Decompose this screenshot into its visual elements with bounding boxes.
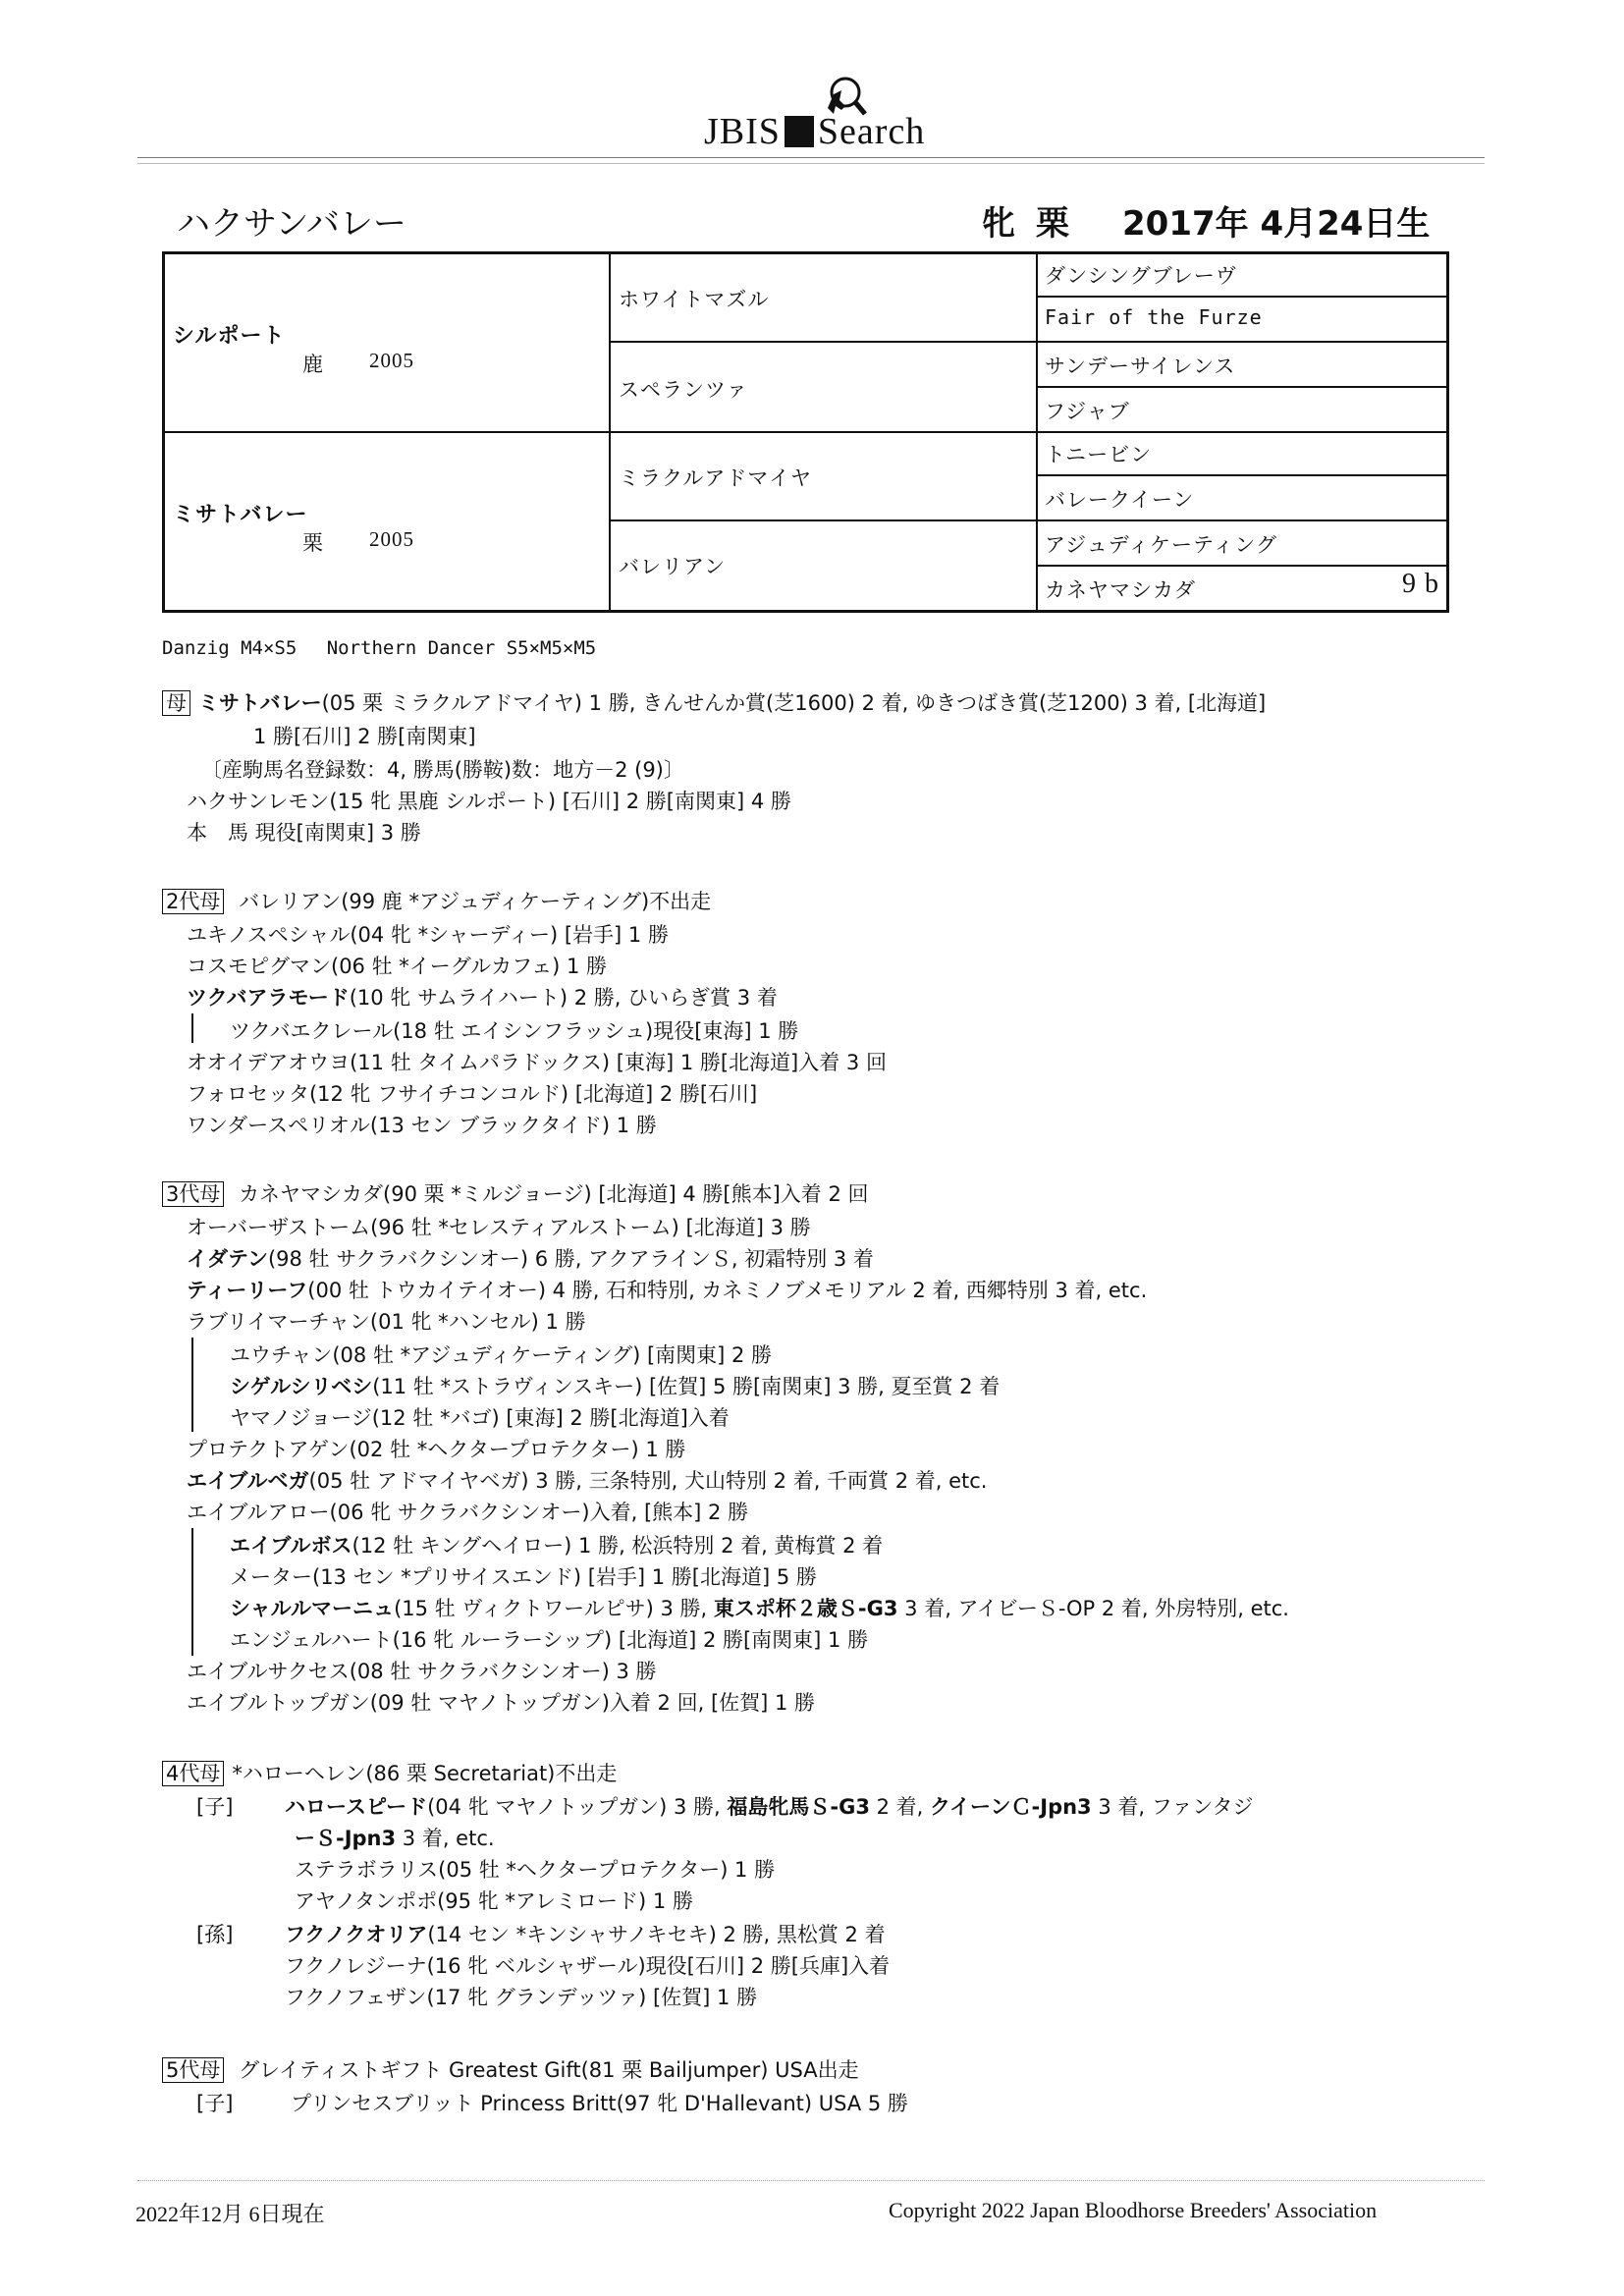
gen3-5: トニービン	[1045, 443, 1153, 466]
g3-line: シゲルシリベシ(11 牡 *ストラヴィンスキー) [佐賀] 5 勝[南関東] 3 勝, 夏至賞 2 着	[230, 1375, 1001, 1398]
gen3-6: バレークイーン	[1045, 488, 1195, 512]
g3-line: オーバーザストーム(96 牡 *セレスティアルストーム) [北海道] 3 勝	[187, 1216, 811, 1239]
section-tag-g5: 5代母	[162, 2057, 224, 2083]
gen3-3: サンデーサイレンス	[1045, 355, 1236, 378]
g3-line: エイブルベガ(05 牡 アドマイヤベガ) 3 勝, 三条特別, 犬山特別 2 着, 千両賞 2 着, etc.	[187, 1469, 988, 1493]
birth-date: 2017年 4月24日生	[1122, 204, 1431, 244]
g2-line: ツクバエクレール(18 牡 エイシンフラッシュ)現役[東海] 1 勝	[230, 1019, 799, 1043]
g4-line: アヤノタンポポ(95 牝 *アレミロード) 1 勝	[295, 1889, 693, 1913]
gen3-8: カネヤマシカダ	[1045, 578, 1196, 602]
inbreeding-note: Danzig M4×S5 Northern Dancer S5×M5×M5	[162, 637, 597, 659]
grandchild-label: [孫]	[196, 1923, 234, 1946]
dam-year: 2005	[369, 527, 414, 551]
footer-copyright: Copyright 2022 Japan Bloodhorse Breeders' Association	[889, 2198, 1378, 2222]
g3-line: ユウチャン(08 牡 *アジュディケーティング) [南関東] 2 勝	[230, 1343, 773, 1367]
g2-line: ツクバアラモード(10 牝 サムライハート) 2 勝, ひいらぎ賞 3 着	[187, 986, 778, 1010]
g3-line: イダテン(98 牡 サクラバクシンオー) 6 勝, アクアラインＳ, 初霜特別 3 着	[187, 1247, 874, 1271]
dam-name: ミサトバレー	[173, 503, 308, 527]
gen3-2: Fair of the Furze	[1045, 305, 1263, 329]
section-tag-g3: 3代母	[162, 1181, 224, 1207]
pedigree-table	[162, 251, 1449, 613]
g3-line: シャルルマーニュ(15 牡 ヴィクトワールピサ) 3 勝, 東スポ杯２歳Ｓ-G3 3 着, アイビーＳ-OP 2 着, 外房特別, etc.	[230, 1597, 1289, 1620]
horse-name: ハクサンバレー	[177, 204, 406, 244]
sire-color: 鹿	[302, 353, 324, 376]
section-tag-g2: 2代母	[162, 889, 224, 914]
g2-line: ユキノスペシャル(04 牝 *シャーディー) [岩手] 1 勝	[187, 923, 669, 947]
g4-line: フクノフェザン(17 牝 グランデッツァ) [佐賀] 1 勝	[285, 1986, 758, 2009]
header-rule	[137, 157, 1485, 158]
sire-name: シルポート	[173, 324, 286, 349]
dam-line-2: 1 勝[石川] 2 勝[南関東]	[253, 725, 476, 748]
g4-line: フクノクオリア(14 セン *キンシャサノキセキ) 2 勝, 黒松賞 2 着	[285, 1923, 886, 1946]
horse-coat: 栗	[1036, 204, 1069, 244]
g3-line: エイブルアロー(06 牝 サクラバクシンオー)入着, [熊本] 2 勝	[187, 1501, 749, 1524]
gen3-1: ダンシングブレーヴ	[1045, 264, 1237, 288]
g3-line: エンジェルハート(16 牝 ルーラーシップ) [北海道] 2 勝[南関東] 1 勝	[230, 1628, 869, 1652]
gen3-7: アジュディケーティング	[1045, 533, 1277, 557]
dam-dam: バレリアン	[619, 555, 727, 578]
section-tag-dam: 母	[162, 690, 190, 716]
child-label: [子]	[196, 1795, 234, 1819]
g3-line: ティーリーフ(00 牡 トウカイテイオー) 4 勝, 石和特別, カネミノブメモリアル 2 着, 西郷特別 3 着, etc.	[187, 1279, 1148, 1302]
g3-line: プロテクトアゲン(02 牡 *ヘクタープロテクター) 1 勝	[187, 1438, 686, 1461]
tree-line	[191, 1528, 193, 1656]
sire-year: 2005	[369, 349, 414, 372]
horse-sex: 牝	[982, 204, 1015, 244]
jbis-logo: JBIS Search	[704, 111, 926, 152]
g2-line: ワンダースペリオル(13 セン ブラックタイド) 1 勝	[187, 1114, 657, 1137]
g4-head: 4代母 *ハローヘレン(86 栗 Secretariat)不出走	[162, 1758, 617, 1787]
dam-line-1: 母 ミサトバレー(05 栗 ミラクルアドマイヤ) 1 勝, きんせんか賞(芝1600) 2 着, ゆきつばき賞(芝1200) 3 着, [北海道]	[162, 687, 1266, 717]
tree-line	[191, 1013, 193, 1043]
child-label: [子]	[196, 2092, 234, 2115]
g2-line: オオイデアオウヨ(11 牡 タイムパラドックス) [東海] 1 勝[北海道]入着 3 回	[187, 1051, 887, 1074]
gen3-4: フジャブ	[1045, 400, 1130, 423]
dam-line-4: ハクサンレモン(15 牝 黒鹿 シルポート) [石川] 2 勝[南関東] 4 勝	[187, 790, 791, 813]
g3-line: ヤマノジョージ(12 牡 *バゴ) [東海] 2 勝[北海道]入着	[230, 1406, 730, 1430]
g3-line: メーター(13 セン *プリサイスエンド) [岩手] 1 勝[北海道] 5 勝	[230, 1565, 817, 1589]
g4-line: ハロースピード(04 牝 マヤノトップガン) 3 勝, 福島牝馬Ｓ-G3 2 着, クイーンＣ-Jpn3 3 着, ファンタジ	[285, 1795, 1254, 1819]
g3-line: エイブルトップガン(09 牡 マヤノトップガン)入着 2 回, [佐賀] 1 勝	[187, 1691, 816, 1715]
g2-head: 2代母 バレリアン(99 鹿 *アジュディケーティング)不出走	[162, 886, 711, 915]
g4-line: フクノレジーナ(16 牝 ベルシャザール)現役[石川] 2 勝[兵庫]入着	[285, 1954, 891, 1978]
g3-line: ラブリイマーチャン(01 牝 *ハンセル) 1 勝	[187, 1310, 586, 1334]
g4-line: ステラボラリス(05 牡 *ヘクタープロテクター) 1 勝	[295, 1858, 776, 1882]
g2-line: コスモピグマン(06 牡 *イーグルカフェ) 1 勝	[187, 955, 607, 978]
section-tag-g4: 4代母	[162, 1761, 224, 1786]
g2-line: フォロセッタ(12 牝 フサイチコンコルド) [北海道] 2 勝[石川]	[187, 1082, 758, 1106]
dam-color: 栗	[302, 531, 324, 555]
g5-head: 5代母 グレイティストギフト Greatest Gift(81 栗 Bailjumper) USA出走	[162, 2054, 859, 2084]
g3-line: エイブルサクセス(08 牡 サクラバクシンオー) 3 勝	[187, 1660, 657, 1683]
sire-dam: スペランツァ	[619, 378, 748, 402]
g3-line: エイブルボス(12 牡 キングヘイロー) 1 勝, 松浜特別 2 着, 黄梅賞 2 着	[230, 1534, 884, 1558]
g3-head: 3代母 カネヤマシカダ(90 栗 *ミルジョージ) [北海道] 4 勝[熊本]入着 2 回	[162, 1178, 869, 1208]
tree-line	[191, 1338, 193, 1432]
dam-line-3: 〔産駒馬名登録数：4, 勝馬(勝鞍)数：地方－2 (9)〕	[201, 758, 684, 782]
footer-rule	[137, 2180, 1485, 2181]
header-rule	[137, 163, 1485, 164]
dam-line-5: 本 馬 現役[南関東] 3 勝	[187, 821, 421, 845]
footer-date: 2022年12月 6日現在	[135, 2202, 325, 2226]
family-number: 9 b	[1402, 569, 1439, 599]
sire-sire: ホワイトマズル	[619, 288, 770, 311]
g4-line: ーＳ-Jpn3 3 着, etc.	[295, 1827, 495, 1850]
dam-sire: ミラクルアドマイヤ	[619, 466, 812, 490]
g5-line: プリンセスブリット Princess Britt(97 牝 D'Hallevant) USA 5 勝	[291, 2092, 908, 2115]
